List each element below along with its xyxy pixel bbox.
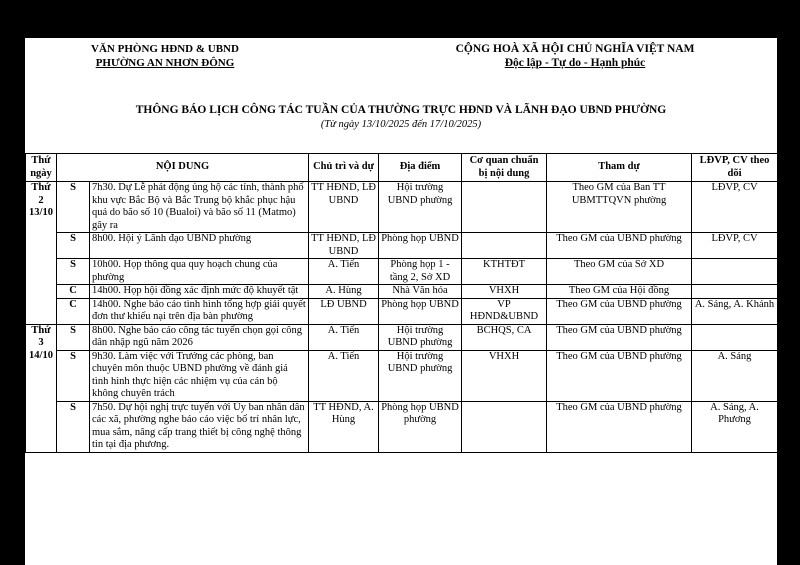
place-cell: Hội trường UBND phường [379, 324, 462, 350]
attend-cell: Theo GM của Ban TT UBMTTQVN phường [547, 182, 692, 233]
prep-cell [462, 233, 547, 259]
attend-cell: Theo GM của Sở XD [547, 259, 692, 285]
prep-cell [462, 401, 547, 452]
content-cell: 9h30. Làm việc với Trưởng các phòng, ban chuyên môn thuộc UBND phường về đánh giá tình hình thực hiện các nhiệm vụ của cán bộ không chuyên trách [90, 350, 309, 401]
session-cell: S [57, 182, 90, 233]
content-cell: 10h00. Họp thông qua quy hoạch chung của phường [90, 259, 309, 285]
day-cell [26, 324, 57, 452]
table-row [26, 182, 778, 233]
place-cell: Phòng họp UBND [379, 233, 462, 259]
chair-cell: TT HĐND, LĐ UBND [309, 182, 379, 233]
chair-cell: TT HĐND, A. Hùng [309, 401, 379, 452]
day-label: Thứ 2 [31, 182, 51, 206]
document-page [25, 38, 777, 565]
chair-cell: A. Tiến [309, 324, 379, 350]
table-row [26, 233, 778, 259]
col-follow: LĐVP, CV theo dõi [692, 154, 777, 182]
day-cell [26, 182, 57, 325]
table-row [26, 259, 778, 285]
follow-cell [692, 259, 777, 285]
session-cell: S [57, 233, 90, 259]
place-cell: Phòng họp UBND phường [379, 401, 462, 452]
place-cell: Phòng họp UBND [379, 298, 462, 324]
col-chair: Chủ trì và dự [309, 154, 379, 182]
day-date: 13/10 [29, 207, 53, 218]
prep-cell: BCHQS, CA [462, 324, 547, 350]
follow-cell: LĐVP, CV [692, 233, 777, 259]
col-content: NỘI DUNG [57, 154, 309, 182]
follow-cell: A. Sáng, A. Phương [692, 401, 777, 452]
table-row [26, 285, 778, 299]
session-cell: C [57, 285, 90, 299]
prep-cell: VHXH [462, 285, 547, 299]
chair-cell: A. Hùng [309, 285, 379, 299]
prep-cell: VP HĐND&UBND [462, 298, 547, 324]
content-cell: 7h50. Dự hội nghị trực tuyến với Ủy ban nhân dân các xã, phường nghe báo cáo việc bố trí nhân lực, mua sắm, nâng cấp trang thiết bị công nghệ thông tin tại địa phương. [90, 401, 309, 452]
motto: Độc lập - Tự do - Hạnh phúc [504, 57, 646, 69]
attend-cell: Theo GM của Hội đồng [547, 285, 692, 299]
follow-cell [692, 324, 777, 350]
chair-cell: A. Tiến [309, 259, 379, 285]
day-date: 14/10 [29, 349, 53, 361]
attend-cell: Theo GM của UBND phường [547, 324, 692, 350]
follow-cell: LĐVP, CV [692, 182, 777, 233]
follow-cell: A. Sáng, A. Khánh [692, 298, 777, 324]
attend-cell: Theo GM của UBND phường [547, 298, 692, 324]
session-cell: C [57, 298, 90, 324]
chair-cell: TT HĐND, LĐ UBND [309, 233, 379, 259]
document-title: THÔNG BÁO LỊCH CÔNG TÁC TUẦN CỦA THƯỜNG TRỰC HĐND VÀ LÃNH ĐẠO UBND PHƯỜNG [135, 104, 667, 116]
content-cell: 14h00. Nghe báo cáo tình hình tổng hợp giải quyết đơn thư khiếu nại trên địa bàn phường [90, 298, 309, 324]
session-cell: S [57, 401, 90, 452]
place-cell: Phòng họp 1 - tầng 2, Sở XD [379, 259, 462, 285]
place-cell: Hội trường UBND phường [379, 182, 462, 233]
chair-cell: LĐ UBND [309, 298, 379, 324]
schedule-table [25, 153, 777, 453]
agency-header [65, 42, 265, 70]
table-row [26, 324, 778, 350]
attend-cell: Theo GM của UBND phường [547, 350, 692, 401]
national-header [420, 42, 730, 70]
place-cell: Hội trường UBND phường [379, 350, 462, 401]
table-header-row [26, 154, 778, 182]
col-place: Địa điểm [379, 154, 462, 182]
content-cell: 8h00. Nghe báo cáo công tác tuyển chọn gọi công dân nhập ngũ năm 2026 [90, 324, 309, 350]
content-cell: 8h00. Hội ý Lãnh đạo UBND phường [90, 233, 309, 259]
chair-cell: A. Tiến [309, 350, 379, 401]
country-name: CỘNG HOÀ XÃ HỘI CHỦ NGHĨA VIỆT NAM [455, 43, 695, 55]
attend-cell: Theo GM của UBND phường [547, 401, 692, 452]
prep-cell: VHXH [462, 350, 547, 401]
table-row [26, 350, 778, 401]
content-cell: 14h00. Họp hội đồng xác định mức độ khuyết tật [90, 285, 309, 299]
table-row [26, 298, 778, 324]
content-cell: 7h30. Dự Lễ phát động ủng hộ các tỉnh, thành phố khu vực Bắc Bộ và Bắc Trung bộ khắc phục hậu quả do bão số 10 (Bualoi) và bão số 11 (Matmo) gây ra [90, 182, 309, 233]
session-cell: S [57, 324, 90, 350]
agency-name: VĂN PHÒNG HĐND & UBND [91, 43, 239, 55]
session-cell: S [57, 259, 90, 285]
follow-cell [692, 285, 777, 299]
day-label: Thứ 3 [31, 324, 51, 348]
session-cell: S [57, 350, 90, 401]
place-cell: Nhà Văn hóa [379, 285, 462, 299]
attend-cell: Theo GM của UBND phường [547, 233, 692, 259]
ward-name: PHƯỜNG AN NHƠN ĐÔNG [95, 57, 235, 69]
col-prep: Cơ quan chuẩn bị nội dung [462, 154, 547, 182]
date-range: (Từ ngày 13/10/2025 đến 17/10/2025) [320, 119, 482, 130]
prep-cell: KTHTĐT [462, 259, 547, 285]
col-attend: Tham dự [547, 154, 692, 182]
prep-cell [462, 182, 547, 233]
follow-cell: A. Sáng [692, 350, 777, 401]
table-row [26, 401, 778, 452]
col-day: Thứ ngày [26, 154, 57, 182]
